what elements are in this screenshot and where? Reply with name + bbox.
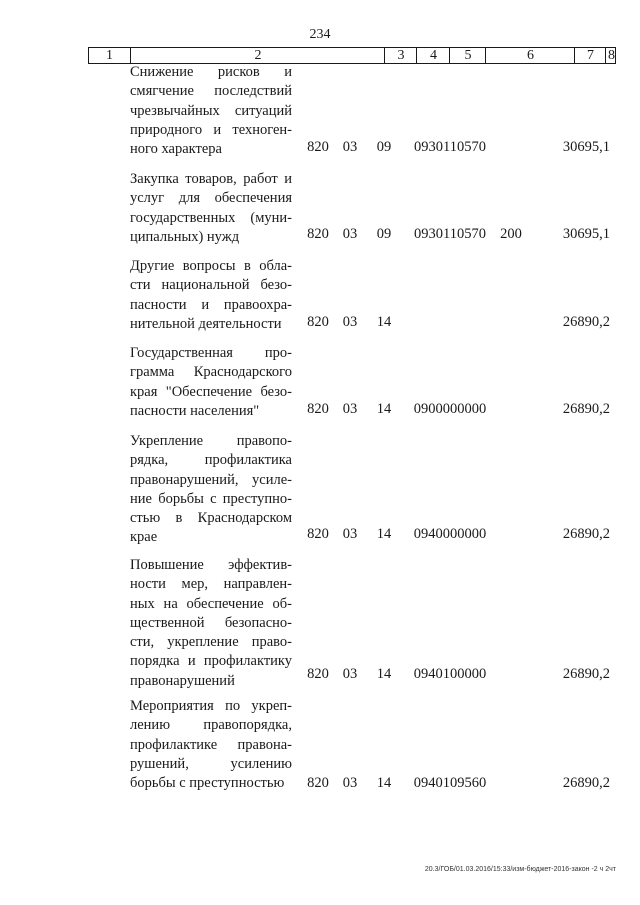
cell-col3: 820: [307, 401, 329, 417]
cell-col8: 30695,1: [562, 226, 610, 242]
cell-col4: 03: [342, 314, 358, 330]
cell-col4: 03: [342, 401, 358, 417]
description-line: профилактике правона-: [130, 736, 292, 753]
cell-col6: 0940100000: [413, 666, 487, 682]
description-line: пасности и правоохра-: [130, 296, 292, 313]
description-line: Мероприятия по укреп-: [130, 698, 292, 714]
row-description: [130, 432, 292, 548]
description-line: ципальных) нужд: [130, 228, 240, 245]
cell-col6: 0900000000: [413, 401, 487, 417]
cell-col4: 03: [342, 226, 358, 242]
cell-col4: 03: [342, 775, 358, 791]
cell-col3: 820: [307, 526, 329, 542]
cell-col5: 14: [376, 526, 392, 542]
description-line: сти, укрепление право-: [130, 634, 292, 651]
description-line: стью в Краснодарском: [130, 510, 292, 527]
row-description: [130, 63, 292, 159]
description-line: Укрепление правопо-: [130, 433, 292, 449]
cell-col3: 820: [307, 775, 329, 791]
cell-col8: 26890,2: [562, 666, 610, 682]
cell-col5: 14: [376, 401, 392, 417]
description-line: грамма Краснодарского: [130, 364, 292, 381]
description-line: Другие вопросы в обла-: [130, 258, 292, 274]
cell-col6: 0930110570: [414, 226, 486, 242]
description-line: сти национальной безо-: [130, 277, 292, 294]
description-line: порядка и профилактику: [130, 653, 292, 670]
description-line: ние борьбы с преступно-: [130, 490, 292, 507]
cell-col4: 03: [342, 526, 358, 542]
cell-col6: 0940109560: [413, 775, 487, 791]
cell-col8: 26890,2: [562, 775, 610, 791]
cell-col5: 14: [376, 775, 392, 791]
description-line: Государственная про-: [130, 345, 292, 361]
cell-col5: 09: [376, 226, 392, 242]
cell-col6: 0940000000: [413, 526, 487, 542]
row-description: [130, 257, 292, 334]
row-description: [130, 556, 292, 691]
footer-document-code: 20.3/ГОБ/01.03.2016/15:33/изм-бюджет-2016-закон -2 ч 2чт: [424, 866, 616, 873]
description-line: ного характера: [130, 141, 222, 158]
description-line: ности мер, направлен-: [130, 576, 292, 593]
description-line: рушений, усилению: [130, 755, 292, 772]
description-line: рядка, профилактика: [130, 452, 292, 469]
cell-col5: 14: [376, 666, 392, 682]
description-line: правонарушений, усиле-: [130, 471, 292, 488]
cell-col3: 820: [307, 226, 329, 242]
cell-col8: 26890,2: [562, 526, 610, 542]
cell-col5: 14: [376, 314, 392, 330]
cell-col4: 03: [342, 666, 358, 682]
header-col-8: 8: [605, 48, 617, 63]
description-line: природного и техноген-: [130, 121, 292, 138]
header-col-3: 3: [384, 48, 417, 63]
cell-col5: 09: [376, 139, 392, 155]
header-col-7: 7: [574, 48, 606, 63]
description-line: пасности населения": [130, 402, 260, 419]
description-line: ных на обеспечение об-: [130, 595, 292, 612]
description-line: Повышение эффектив-: [130, 557, 292, 573]
cell-col8: 26890,2: [562, 401, 610, 417]
description-line: услуг для обеспечения: [130, 190, 292, 207]
header-col-1: 1: [106, 48, 113, 63]
description-line: Снижение рисков и: [130, 64, 292, 80]
description-line: лению правопорядка,: [130, 717, 292, 734]
row-description: [130, 697, 292, 793]
row-description: [130, 344, 292, 421]
cell-col4: 03: [342, 139, 358, 155]
cell-col3: 820: [307, 314, 329, 330]
cell-col7: 200: [500, 226, 522, 242]
description-line: крае: [130, 529, 158, 546]
cell-col3: 820: [307, 139, 329, 155]
description-line: края "Обеспечение безо-: [130, 383, 292, 400]
description-line: правонарушений: [130, 672, 235, 689]
description-line: Закупка товаров, работ и: [130, 171, 292, 187]
description-line: борьбы с преступностью: [130, 775, 285, 792]
cell-col8: 26890,2: [562, 314, 610, 330]
row-description: [130, 170, 292, 247]
cell-col3: 820: [307, 666, 329, 682]
description-line: чрезвычайных ситуаций: [130, 102, 292, 119]
header-col-5: 5: [449, 48, 486, 63]
description-line: щественной безопасно-: [130, 614, 292, 631]
header-col-4: 4: [416, 48, 450, 63]
description-line: нительной деятельности: [130, 315, 282, 332]
description-line: государственных (муни-: [130, 209, 292, 226]
header-col-2: 2: [130, 48, 385, 63]
table-header: [88, 47, 616, 64]
header-col-6: 6: [485, 48, 575, 63]
cell-col6: 0930110570: [414, 139, 486, 155]
page-number: 234: [309, 27, 331, 42]
cell-col8: 30695,1: [562, 139, 610, 155]
description-line: смягчение последствий: [130, 83, 292, 100]
